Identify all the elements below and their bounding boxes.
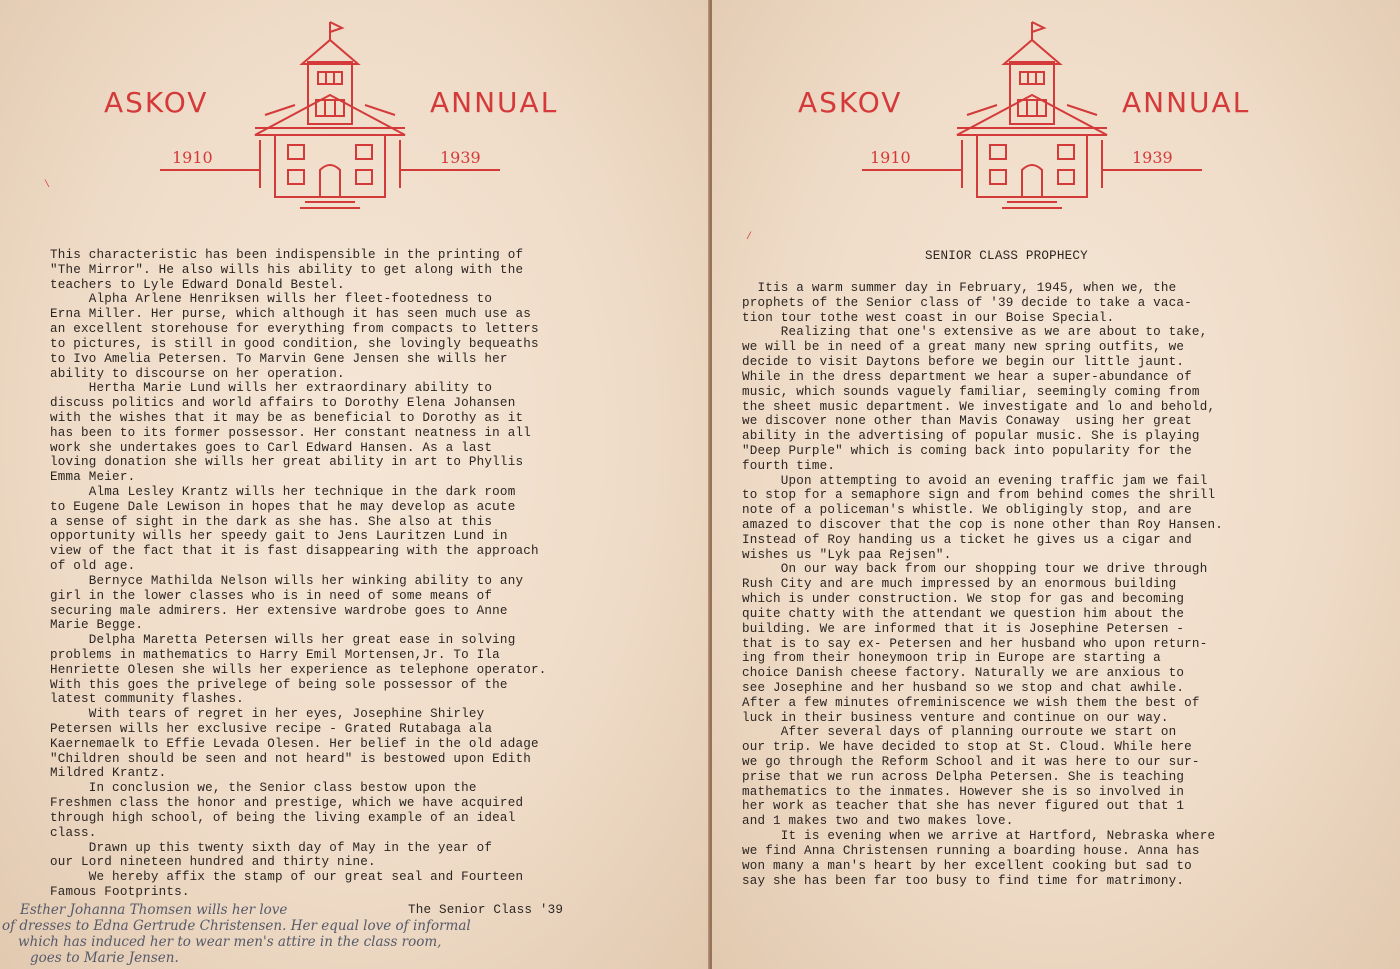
text-line: amazed to discover that the cop is none other than Roy Hansen. xyxy=(742,518,1223,532)
text-line: to Eugene Dale Lewison in hopes that he may develop as acute xyxy=(50,499,516,514)
text-line: discuss politics and world affairs to Dorothy Elena Johansen xyxy=(50,396,516,411)
text-line: "Deep Purple" which is coming back into popularity for the xyxy=(742,443,1192,458)
masthead-title-right: ANNUAL xyxy=(1122,86,1251,119)
text-line: Upon attempting to avoid an evening traffic jam we fail xyxy=(742,473,1208,488)
masthead-year-start: 1910 xyxy=(172,148,213,167)
text-line: note of a policeman's whistle. We obligingly stop, and are xyxy=(742,503,1192,518)
text-line: luck in their business venture and continue on our way. xyxy=(742,710,1169,725)
masthead-year-end: 1939 xyxy=(1132,148,1173,167)
stray-mark: / xyxy=(746,232,753,243)
text-line: Rush City and are much impressed by an enormous building xyxy=(742,577,1177,592)
text-line: an excellent storehouse for everything from compacts to letters xyxy=(50,322,539,337)
handwritten-line: which has induced her to wear men's attire in the class room, xyxy=(18,934,442,950)
askov-annual-masthead-right xyxy=(782,20,1342,220)
text-line: ability in the advertising of popular music. She is playing xyxy=(742,429,1200,444)
handwritten-line: of dresses to Edna Gertrude Christensen. Her equal love of informal xyxy=(2,918,471,934)
text-line: Alpha Arlene Henriksen wills her fleet-footedness to xyxy=(50,292,493,307)
text-line: our trip. We have decided to stop at St. Cloud. While here xyxy=(742,740,1192,755)
handwritten-note xyxy=(2,902,710,969)
text-line: Henriette Olesen she wills her experience as telephone operator. xyxy=(50,662,547,677)
schoolhouse-logo-icon xyxy=(782,20,1342,220)
text-line: Petersen wills her exclusive recipe - Grated Rutabaga ala xyxy=(50,722,493,736)
text-line: Itis a warm summer day in February, 1945, when we, the xyxy=(742,281,1177,295)
text-line: Delpha Maretta Petersen wills her great ease in solving xyxy=(50,633,516,648)
text-line: It is evening when we arrive at Hartford, Nebraska where xyxy=(742,829,1216,844)
text-line: Instead of Roy handing us a ticket he gives us a cigar and xyxy=(742,532,1192,547)
text-line: decide to visit Daytons before we begin our little jaunt. xyxy=(742,355,1185,370)
text-line: Drawn up this twenty sixth day of May in the year of xyxy=(50,840,493,855)
text-line: with the wishes that it may be as beneficial to Dorothy as it xyxy=(50,410,524,425)
text-line: With tears of regret in her eyes, Josephine Shirley xyxy=(50,707,485,722)
text-line: prophets of the Senior class of '39 decide to take a vaca- xyxy=(742,295,1192,310)
text-line: "The Mirror". He also wills his ability to get along with the xyxy=(50,262,524,277)
text-line: After several days of planning ourroute we start on xyxy=(742,725,1177,740)
text-line: ing from their honeymoon trip in Europe are starting a xyxy=(742,651,1161,666)
text-line: Marie Begge. xyxy=(50,618,144,633)
text-line: Bernyce Mathilda Nelson wills her winking ability to any xyxy=(50,573,524,588)
text-line: Realizing that one's extensive as we are about to take, xyxy=(742,325,1208,340)
text-line: Kaernemaelk to Effie Levada Olesen. Her belief in the old adage xyxy=(50,736,539,751)
text-line: of old age. xyxy=(50,559,136,574)
text-line: On our way back from our shopping tour we drive through xyxy=(742,562,1208,577)
text-line: which is under construction. We stop for gas and becoming xyxy=(742,592,1185,607)
text-line: "Children should be seen and not heard" is bestowed upon Edith xyxy=(50,751,531,766)
text-line: In conclusion we, the Senior class bestow upon the xyxy=(50,781,477,796)
text-line: mathematics to the inmates. However she is so involved in xyxy=(742,784,1185,799)
masthead-year-start: 1910 xyxy=(870,148,911,167)
text-line: Famous Footprints. xyxy=(50,884,190,899)
handwritten-line: goes to Marie Jensen. xyxy=(30,950,179,966)
text-line: wishes us "Lyk paa Rejsen". xyxy=(742,547,952,562)
text-line: building. We are informed that it is Josephine Petersen - xyxy=(742,621,1185,636)
text-line: opportunity wills her speedy gait to Jens Lauritzen Lund in xyxy=(50,529,508,544)
handwritten-line: Esther Johanna Thomsen wills her love xyxy=(20,902,288,918)
text-line: we find Anna Christensen running a boarding house. Anna has xyxy=(742,843,1200,858)
text-line: Emma Meier. xyxy=(50,470,136,485)
prophecy-heading: SENIOR CLASS PROPHECY xyxy=(925,249,1088,263)
text-line: say she has been far too busy to find time for matrimony. xyxy=(742,873,1185,888)
text-line: Hertha Marie Lund wills her extraordinary ability to xyxy=(50,381,493,396)
text-line: a sense of sight in the dark as she has. She also at this xyxy=(50,514,493,529)
text-line: Freshmen class the honor and prestige, which we have acquired xyxy=(50,796,524,811)
text-line: quite chatty with the attendant we question him about the xyxy=(742,606,1185,621)
masthead-title-left: ASKOV xyxy=(798,86,903,119)
text-line: problems in mathematics to Harry Emil Mortensen,Jr. To Ila xyxy=(50,647,500,662)
text-line: securing male admirers. Her extensive wardrobe goes to Anne xyxy=(50,603,508,618)
stray-mark: \ xyxy=(44,180,51,191)
senior-class-signature: The Senior Class '39 xyxy=(408,903,564,917)
text-line: prise that we run across Delpha Petersen. She is teaching xyxy=(742,769,1185,784)
right-page-body xyxy=(742,281,1223,888)
text-line: fourth time. xyxy=(742,458,836,473)
text-line: loving donation she wills her great ability in art to Phyllis xyxy=(50,455,524,470)
askov-annual-masthead-left xyxy=(80,20,640,220)
masthead-year-end: 1939 xyxy=(440,148,481,167)
text-line: we will be in need of a great many new spring outfits, we xyxy=(742,340,1185,355)
text-line: Alma Lesley Krantz wills her technique in the dark room xyxy=(50,485,516,499)
text-line: won many a man's heart by her excellent cooking but sad to xyxy=(742,858,1192,873)
text-line: tion tour tothe west coast in our Boise Special. xyxy=(742,310,1115,325)
masthead-title-right: ANNUAL xyxy=(430,86,559,119)
schoolhouse-logo-icon xyxy=(80,20,640,220)
text-line: through high school, of being the living example of an ideal xyxy=(50,810,516,825)
text-line: and 1 makes two and two makes love. xyxy=(742,814,1014,829)
text-line: girl in the lower classes who is in need of some means of xyxy=(50,588,493,603)
text-line: to pictures, is still in good condition, she lovingly bequeaths xyxy=(50,336,539,351)
text-line: our Lord nineteen hundred and thirty nine. xyxy=(50,855,376,870)
text-line: We hereby affix the stamp of our great seal and Fourteen xyxy=(50,870,524,885)
text-line: class. xyxy=(50,825,97,840)
text-line: music, which sounds vaguely familiar, seemingly coming from xyxy=(742,384,1200,399)
text-line: After a few minutes ofreminiscence we wish them the best of xyxy=(742,695,1200,710)
text-line: has been to its former possessor. Her constant neatness in all xyxy=(50,425,531,440)
text-line: her work as teacher that she has never figured out that 1 xyxy=(742,799,1185,814)
text-line: Mildred Krantz. xyxy=(50,766,167,781)
text-line: choice Danish cheese factory. Naturally we are anxious to xyxy=(742,666,1185,681)
text-line: we discover none other than Mavis Conaway using her great xyxy=(742,414,1192,429)
masthead-title-left: ASKOV xyxy=(104,86,209,119)
left-page-body xyxy=(50,248,546,900)
text-line: Erna Miller. Her purse, which although it has seen much use as xyxy=(50,307,531,322)
text-line: This characteristic has been indispensible in the printing of xyxy=(50,248,524,262)
text-line: to stop for a semaphore sign and from behind comes the shrill xyxy=(742,488,1216,503)
text-line: work she undertakes goes to Carl Edward Hansen. As a last xyxy=(50,440,493,455)
text-line: that is to say ex- Petersen and her husband who upon return- xyxy=(742,636,1208,651)
text-line: ability to discourse on her operation. xyxy=(50,366,345,381)
text-line: the sheet music department. We investigate and lo and behold, xyxy=(742,399,1216,414)
text-line: view of the fact that it is fast disappearing with the approach xyxy=(50,544,539,559)
text-line: we go through the Reform School and it was here to our sur- xyxy=(742,755,1200,769)
text-line: With this goes the privelege of being sole possessor of the xyxy=(50,677,508,692)
text-line: latest community flashes. xyxy=(50,692,244,707)
right-page xyxy=(712,0,1400,969)
text-line: to Ivo Amelia Petersen. To Marvin Gene Jensen she wills her xyxy=(50,351,508,366)
text-line: teachers to Lyle Edward Donald Bestel. xyxy=(50,277,345,292)
text-line: While in the dress department we hear a super-abundance of xyxy=(742,369,1192,384)
text-line: see Josephine and her husband so we stop and chat awhile. xyxy=(742,680,1185,695)
